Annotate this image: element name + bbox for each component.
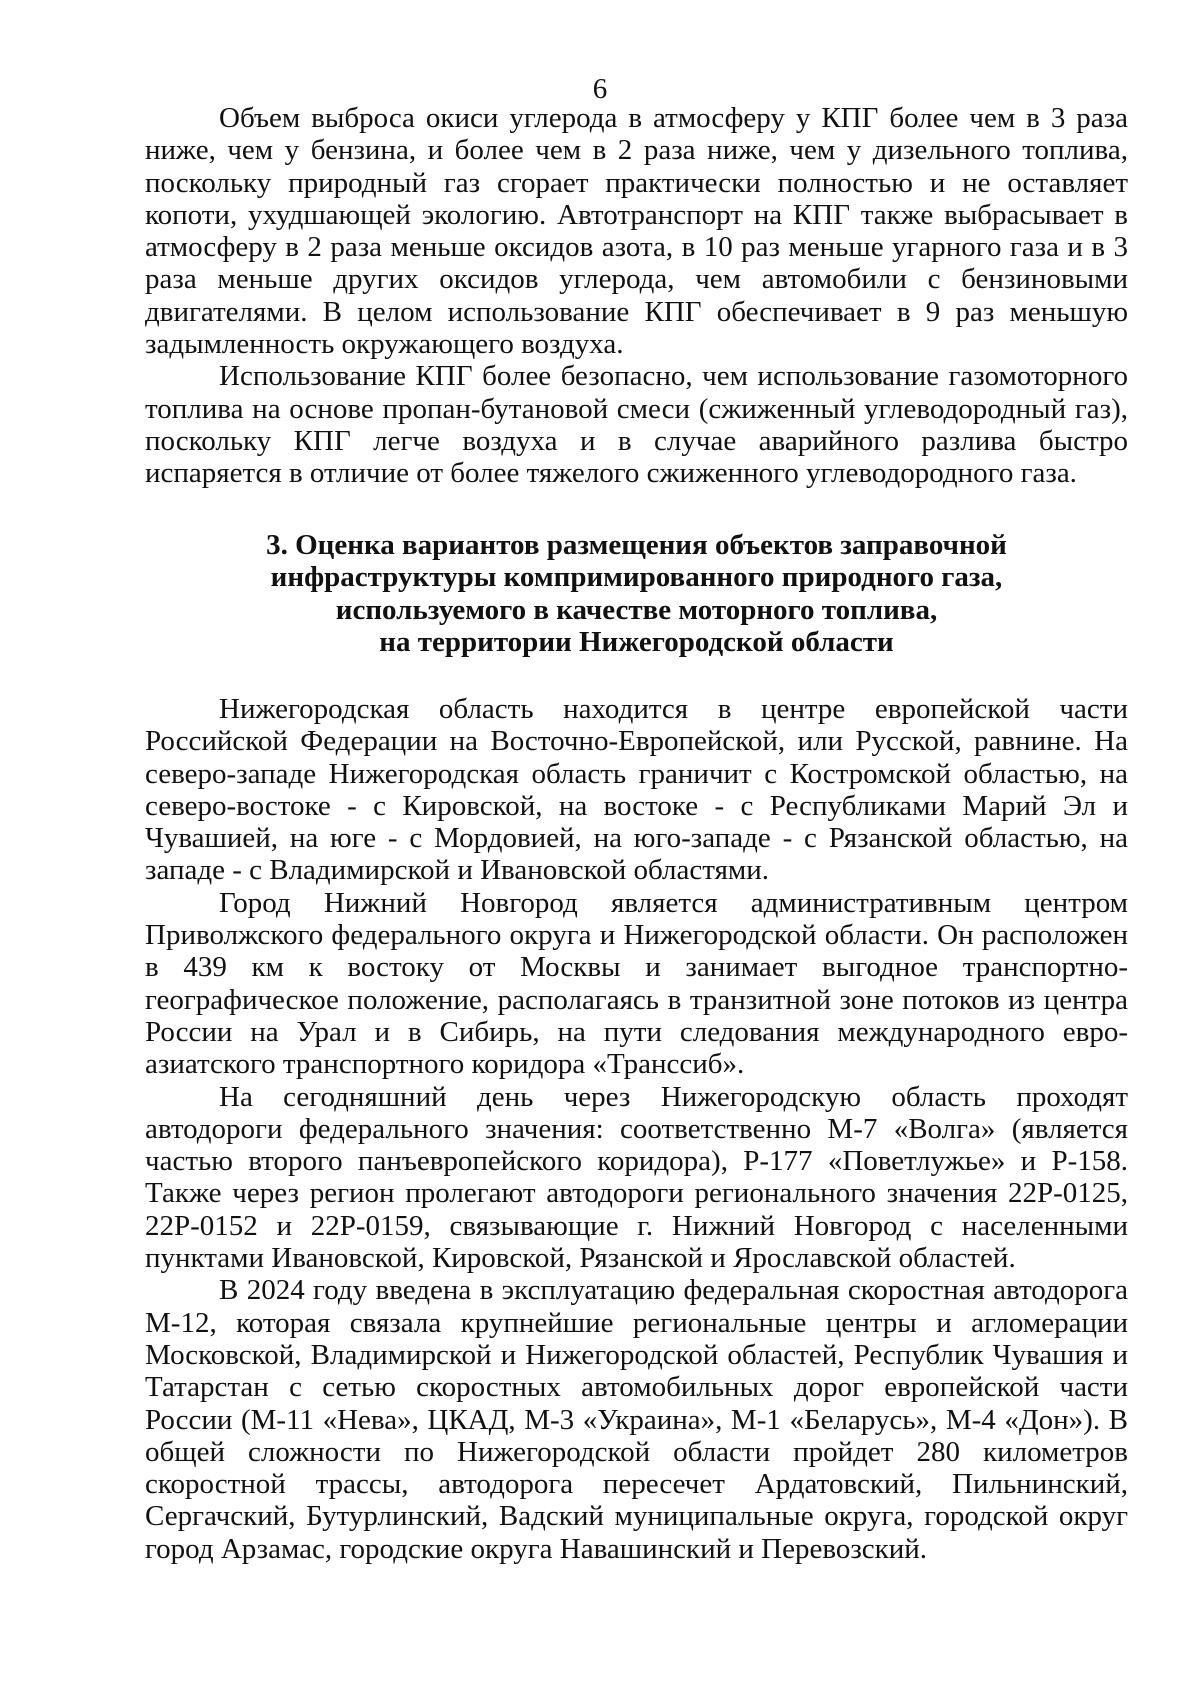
paragraph-m12: В 2024 году введена в эксплуатацию федеральная скоростная автодорога М-12, которая связала крупнейшие региональные центры и агломерации Московской, Владимирской и Нижегородской областей, Республик Чувашия и Татарстан с сетью скоростных автомобильных дорог европейской части России (М-11 «Нева», ЦКАД, М-3 «Украина», М-1 «Беларусь», М-4 «Дон»). В общей сложности по Нижегородской области пройдет 280 километров скоростной трассы, автодорога пересечет Ардатовский, Пильнинский, Сергачский, Бутурлинский, Вадский муниципальные округа, городской округ город Арзамас, городские округа Навашинский и Перевозский. [145,1274,1128,1565]
section-heading [145,529,1128,658]
section-heading-line: на территории Нижегородской области [379,625,894,658]
section-heading-line: инфраструктуры компримированного природного газа, [270,561,1003,594]
paragraph-geography: Нижегородская область находится в центре европейской части Российской Федерации на Восточно-Европейской, или Русской, равнине. На северо-западе Нижегородская область граничит с Костромской областью, на северо-востоке - с Кировской, на востоке - с Республиками Марий Эл и Чувашией, на юге - с Мордовией, на юго-западе - с Рязанской областью, на западе - с Владимирской и Ивановской областями. [145,693,1128,887]
section-text [145,693,1128,1565]
page-number: 6 [592,73,608,105]
paragraph-emissions: Объем выброса окиси углерода в атмосферу у КПГ более чем в 3 раза ниже, чем у бензина, и более чем в 2 раза ниже, чем у дизельного топлива, поскольку природный газ сгорает практически полностью и не оставляет копоти, ухудшающей экологию. Автотранспорт на КПГ также выбрасывает в атмосферу в 2 раза меньше оксидов азота, в 10 раз меньше угарного газа и в 3 раза меньше других оксидов углерода, чем автомобили с бензиновыми двигателями. В целом использование КПГ обеспечивает в 9 раз меньшую задымленность окружающего воздуха. [145,102,1128,361]
intro-text [145,102,1128,490]
section-heading-line: используемого в качестве моторного топлива, [335,593,938,626]
section-heading-line: 3. Оценка вариантов размещения объектов заправочной [266,529,1007,561]
paragraph-safety: Использование КПГ более безопасно, чем использование газомоторного топлива на основе пропан-бутановой смеси (сжиженный углеводородный газ), поскольку КПГ легче воздуха и в случае аварийного разлива быстро испаряется в отличие от более тяжелого сжиженного углеводородного газа. [145,360,1128,490]
paragraph-highways: На сегодняшний день через Нижегородскую область проходят автодороги федерального значения: соответственно М-7 «Волга» (является частью второго панъевропейского коридора), Р-177 «Поветлужье» и Р-158. Также через регион пролегают автодороги регионального значения 22Р-0125, 22Р-0152 и 22Р-0159, связывающие г. Нижний Новгород с населенными пунктами Ивановской, Кировской, Рязанской и Ярославской областей. [145,1080,1128,1275]
paragraph-nizhny-novgorod: Город Нижний Новгород является административным центром Приволжского федерального округа и Нижегородской области. Он расположен в 439 км к востоку от Москвы и занимает выгодное транспортно-географическое положение, располагаясь в транзитной зоне потоков из центра России на Урал и в Сибирь, на пути следования международного евро-азиатского транспортного коридора «Транссиб». [145,886,1128,1081]
